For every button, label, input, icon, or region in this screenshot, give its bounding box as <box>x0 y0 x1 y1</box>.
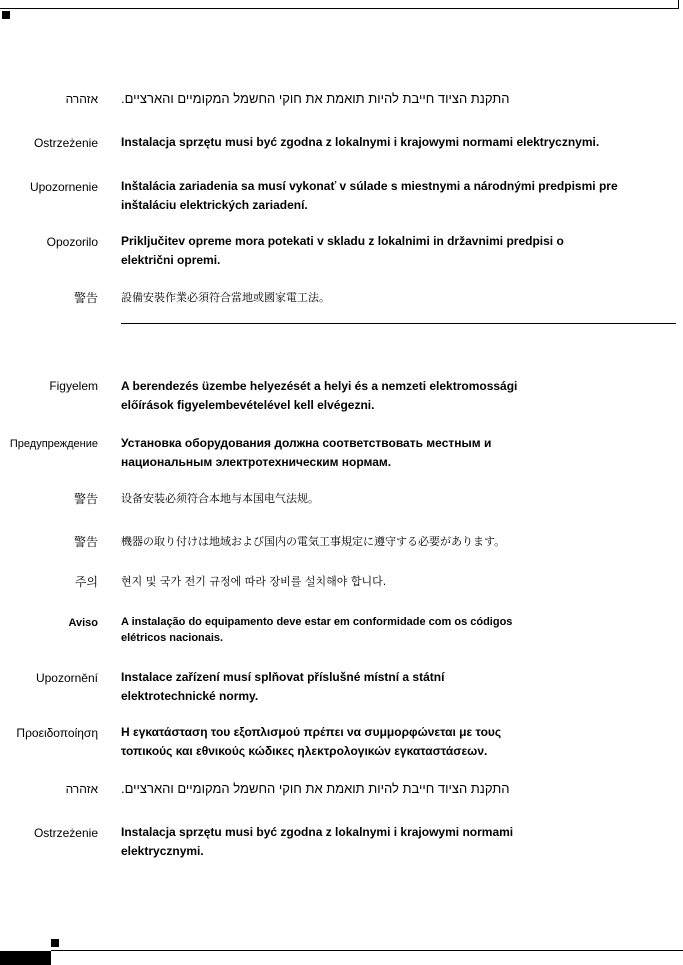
warning-text-polish-repeat: Instalacja sprzętu musi być zgodna z lokalnymi i krajowymi normami elektrycznymi. <box>121 825 514 858</box>
warning-label-polish: Ostrzeżenie <box>33 136 98 150</box>
warning-label-hungarian: Figyelem <box>49 379 98 393</box>
warning-text-slovak: Inštalácia zariadenia sa musí vykonať v súlade s miestnymi a národnými predpismi pre inštaláciu elektrických zariadení. <box>121 179 618 212</box>
footer-rule <box>51 950 683 951</box>
warning-label-greek: Προειδοποίηση <box>16 726 98 740</box>
warning-text-japanese: 機器の取り付けは地域および国内の電気工事規定に遵守する必要があります。 <box>121 535 506 548</box>
warning-label-hebrew: אזהרה <box>65 92 98 106</box>
warning-label-japanese: 警告 <box>73 535 98 549</box>
warning-text-hungarian: A berendezés üzembe helyezését a helyi és a nemzeti elektromossági előírások figyelembevételével kell elvégezni. <box>121 379 518 412</box>
warning-text-russian: Установка оборудования должна соответствовать местным и национальным электротехническим нормам. <box>121 436 492 469</box>
header-rule <box>0 8 678 9</box>
warning-text-hebrew: התקנת הציוד חייבת להיות תואמת את חוקי החשמל המקומיים והארציים. <box>121 91 510 106</box>
warning-text-korean: 현지 및 국가 전기 규정에 따라 장비를 설치해야 합니다. <box>121 575 387 588</box>
warning-text-traditional-chinese: 設備安裝作業必須符合當地或國家電工法。 <box>121 291 330 304</box>
warning-text-czech: Instalace zařízení musí splňovat příslušné místní a státní elektrotechnické normy. <box>121 670 445 703</box>
warning-text-hebrew-repeat: התקנת הציוד חייבת להיות תואמת את חוקי החשמל המקומיים והארציים. <box>121 781 510 796</box>
warning-label-polish-repeat: Ostrzeżenie <box>33 826 98 840</box>
footer-square-marker <box>51 939 59 947</box>
warning-label-traditional-chinese: 警告 <box>73 291 98 305</box>
warning-label-slovenian: Opozorilo <box>46 235 98 249</box>
warning-label-portuguese: Aviso <box>68 617 98 629</box>
warning-label-korean: 주의 <box>74 575 98 589</box>
warning-label-slovak: Upozornenie <box>29 180 98 194</box>
warning-text-polish: Instalacja sprzętu musi być zgodna z lokalnymi i krajowymi normami elektrycznymi. <box>121 135 600 149</box>
warning-label-hebrew-repeat: אזהרה <box>65 782 98 796</box>
header-corner-tick <box>678 0 679 9</box>
header-square-marker <box>2 11 10 19</box>
warning-label-simplified-chinese: 警告 <box>73 492 98 506</box>
warning-text-simplified-chinese: 设备安装必须符合本地与本国电气法规。 <box>121 492 319 505</box>
footer-black-bar <box>0 951 51 965</box>
section-divider <box>121 323 676 324</box>
warning-text-greek: Η εγκατάσταση του εξοπλισμού πρέπει να συμμορφώνεται με τους τοπικούς και εθνικούς κώδικες ηλεκτρολογικών εγκαταστάσεων. <box>121 725 502 758</box>
warning-label-czech: Upozornění <box>35 671 98 685</box>
warning-text-slovenian: Priključitev opreme mora potekati v skladu z lokalnimi in državnimi predpisi o električni opremi. <box>121 234 564 267</box>
warning-text-portuguese: A instalação do equipamento deve estar em conformidade com os códigos elétricos nacionais. <box>121 616 513 644</box>
warning-label-russian: Предупреждение <box>9 438 98 450</box>
